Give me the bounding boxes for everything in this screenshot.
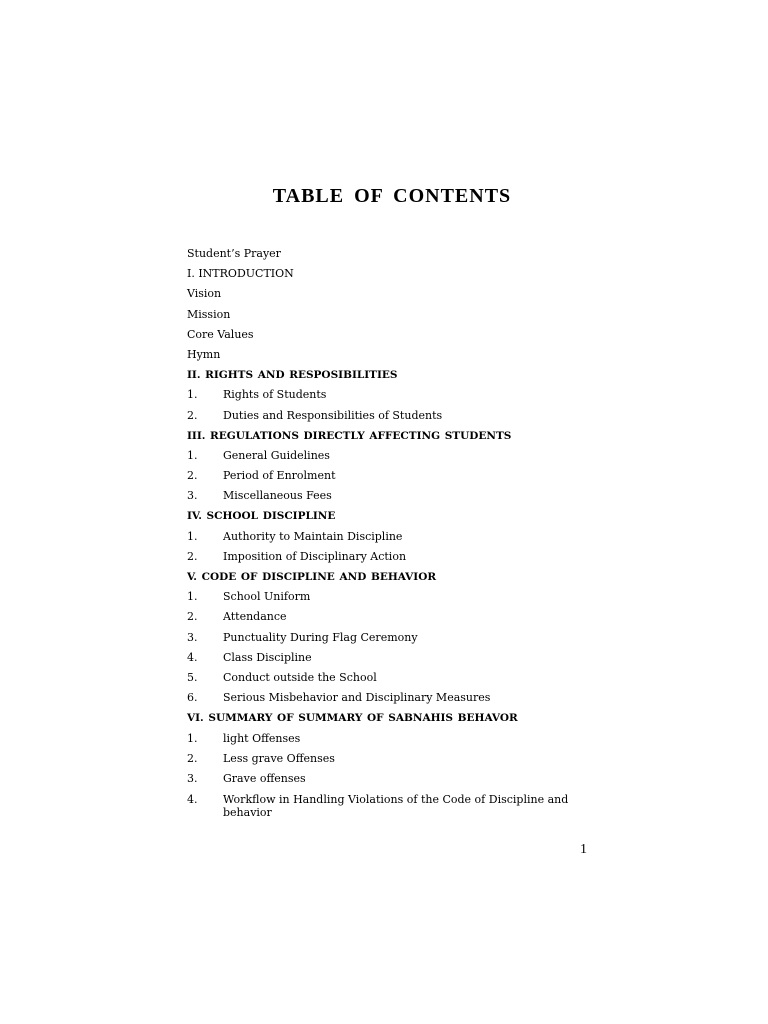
toc-item [187, 729, 587, 749]
toc-entry [187, 305, 587, 325]
toc-section-heading [187, 426, 587, 446]
toc-item-text: Class Discipline [223, 650, 312, 664]
toc-item-number: 2. [187, 469, 198, 483]
toc-item-number: 2. [187, 751, 198, 765]
toc-item-text: Serious Misbehavior and Disciplinary Measures [223, 691, 491, 705]
toc-item-number: 4. [187, 793, 198, 807]
toc-item [187, 769, 587, 789]
toc-item [187, 648, 587, 668]
toc-item [187, 668, 587, 688]
toc-item [187, 446, 587, 466]
toc-item-number: 1. [187, 448, 198, 462]
toc-entry-text: Core Values [187, 327, 254, 341]
toc-item-text: Rights of Students [223, 388, 327, 402]
toc-item-text: School Uniform [223, 590, 311, 604]
toc-item-number: 3. [187, 630, 198, 644]
toc-entry-text: Student’s Prayer [187, 247, 281, 260]
toc-item-number: 2. [187, 408, 198, 422]
toc-item-text: Period of Enrolment [223, 469, 336, 483]
toc-item [187, 789, 587, 819]
toc-item [187, 385, 587, 405]
toc-heading-text: III. REGULATIONS DIRECTLY AFFECTING STUDENTS [187, 429, 512, 442]
toc-item [187, 406, 587, 426]
toc-item-text: Grave offenses [223, 771, 306, 785]
toc-item-text: Duties and Responsibilities of Students [223, 408, 443, 422]
toc-heading-text: VI. SUMMARY OF SUMMARY OF SABNAHIS BEHAVOR [187, 712, 518, 725]
toc-item-number: 3. [187, 771, 198, 785]
toc-item-text: Miscellaneous Fees [223, 489, 332, 503]
toc-heading-text: II. RIGHTS AND RESPOSIBILITIES [187, 369, 398, 382]
toc-entry [187, 284, 587, 304]
toc-item [187, 486, 587, 506]
toc-item-number: 1. [187, 731, 198, 745]
toc-entry [187, 345, 587, 365]
toc-item [187, 547, 587, 567]
toc-item-text: Imposition of Disciplinary Action [223, 549, 407, 563]
toc-item-number: 4. [187, 650, 198, 664]
toc-item-text: General Guidelines [223, 448, 330, 462]
toc-entry-text: Mission [187, 307, 231, 321]
toc-item [187, 688, 587, 708]
toc-entry [187, 264, 587, 284]
toc-entry [187, 244, 587, 264]
toc-item-number: 1. [187, 388, 198, 402]
toc-item-number: 3. [187, 489, 198, 503]
toc-heading-text: IV. SCHOOL DISCIPLINE [187, 510, 336, 523]
toc-item-text: Less grave Offenses [223, 751, 335, 765]
toc-item-number: 5. [187, 670, 198, 684]
toc-entry-text: I. INTRODUCTION [187, 267, 294, 281]
page-number: 1 [580, 842, 587, 857]
toc-item [187, 749, 587, 769]
toc-item-number: 2. [187, 610, 198, 624]
toc-item [187, 587, 587, 607]
toc-item-number: 1. [187, 590, 198, 604]
table-of-contents [187, 244, 587, 819]
toc-entry-text: Vision [187, 287, 222, 301]
toc-entry [187, 325, 587, 345]
toc-item [187, 466, 587, 486]
toc-item-number: 6. [187, 691, 198, 705]
toc-entry-text: Hymn [187, 347, 221, 361]
toc-item-text: Authority to Maintain Discipline [223, 529, 403, 543]
toc-item-text: Conduct outside the School [223, 670, 377, 684]
toc-section-heading [187, 365, 587, 385]
toc-item [187, 607, 587, 627]
toc-item-text: Attendance [223, 610, 287, 624]
toc-section-heading [187, 567, 587, 587]
toc-item [187, 628, 587, 648]
toc-heading-text: V. CODE OF DISCIPLINE AND BEHAVIOR [187, 571, 437, 583]
toc-section-heading [187, 708, 587, 728]
toc-item-number: 1. [187, 529, 198, 543]
toc-item-text: light Offenses [223, 731, 301, 745]
toc-item-text: Workflow in Handling Violations of the Code of Discipline and behavior [223, 793, 569, 820]
toc-item-number: 2. [187, 549, 198, 563]
toc-item-text: Punctuality During Flag Ceremony [223, 630, 418, 644]
toc-section-heading [187, 506, 587, 526]
toc-item [187, 527, 587, 547]
page-title: TABLE OF CONTENTS [272, 185, 512, 207]
